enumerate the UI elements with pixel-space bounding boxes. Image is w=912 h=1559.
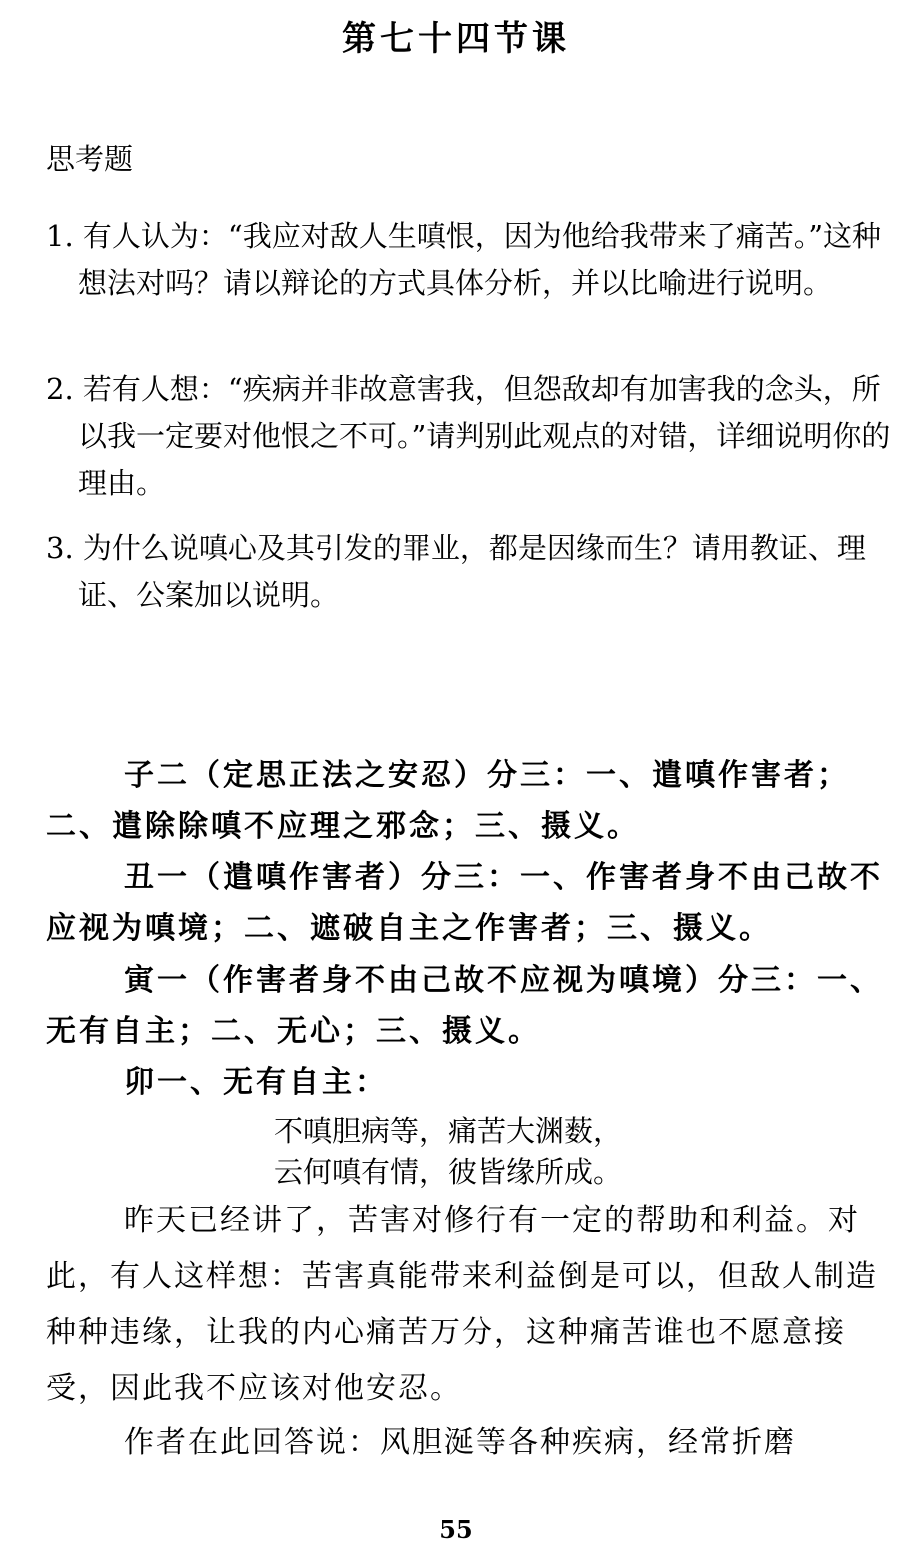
questions-heading: 思考题 [46,142,134,176]
outline-heading-mao: 卯一、无有自主： [124,1065,388,1100]
commentary-paragraph-1: 昨天已经讲了，苦害对修行有一定的帮助和利益。对此，有人这样想：苦害真能带来利益倒是可以，但敌人制造种种违缘，让我的内心痛苦万分，这种痛苦谁也不愿意接受，因此我不应该对他安忍。 [46,1203,878,1406]
question-item-2: 2. 若有人想：“疾病并非故意害我，但怨敌却有加害我的念头，所以我一定要对他恨之不可。”请判别此观点的对错，详细说明你的理由。 [46,372,891,500]
verse-line-2: 云何嗔有情，彼皆缘所成。 [274,1155,623,1189]
lesson-title: 第七十四节课 [342,19,570,59]
page-number: 55 [439,1515,473,1544]
commentary-paragraph-2: 作者在此回答说：风胆涎等各种疾病，经常折磨 [124,1425,796,1460]
question-item-3: 3. 为什么说嗔心及其引发的罪业，都是因缘而生？请用教证、理证、公案加以说明。 [46,531,866,612]
outline-heading-yin: 寅一（作害者身不由己故不应视为嗔境）分三：一、无有自主；二、无心；三、摄义。 [46,963,883,1049]
question-item-1: 1. 有人认为：“我应对敌人生嗔恨，因为他给我带来了痛苦。”这种想法对吗？请以辩论的方式具体分析，并以比喻进行说明。 [46,219,882,300]
outline-heading-zi: 子二（定思正法之安忍）分三：一、遣嗔作害者；二、遣除除嗔不应理之邪念；三、摄义。 [46,758,850,844]
verse-line-1: 不嗔胆病等，痛苦大渊薮， [274,1114,623,1148]
outline-heading-chou: 丑一（遣嗔作害者）分三：一、作害者身不由己故不应视为嗔境；二、遮破自主之作害者；三、摄义。 [46,860,883,946]
